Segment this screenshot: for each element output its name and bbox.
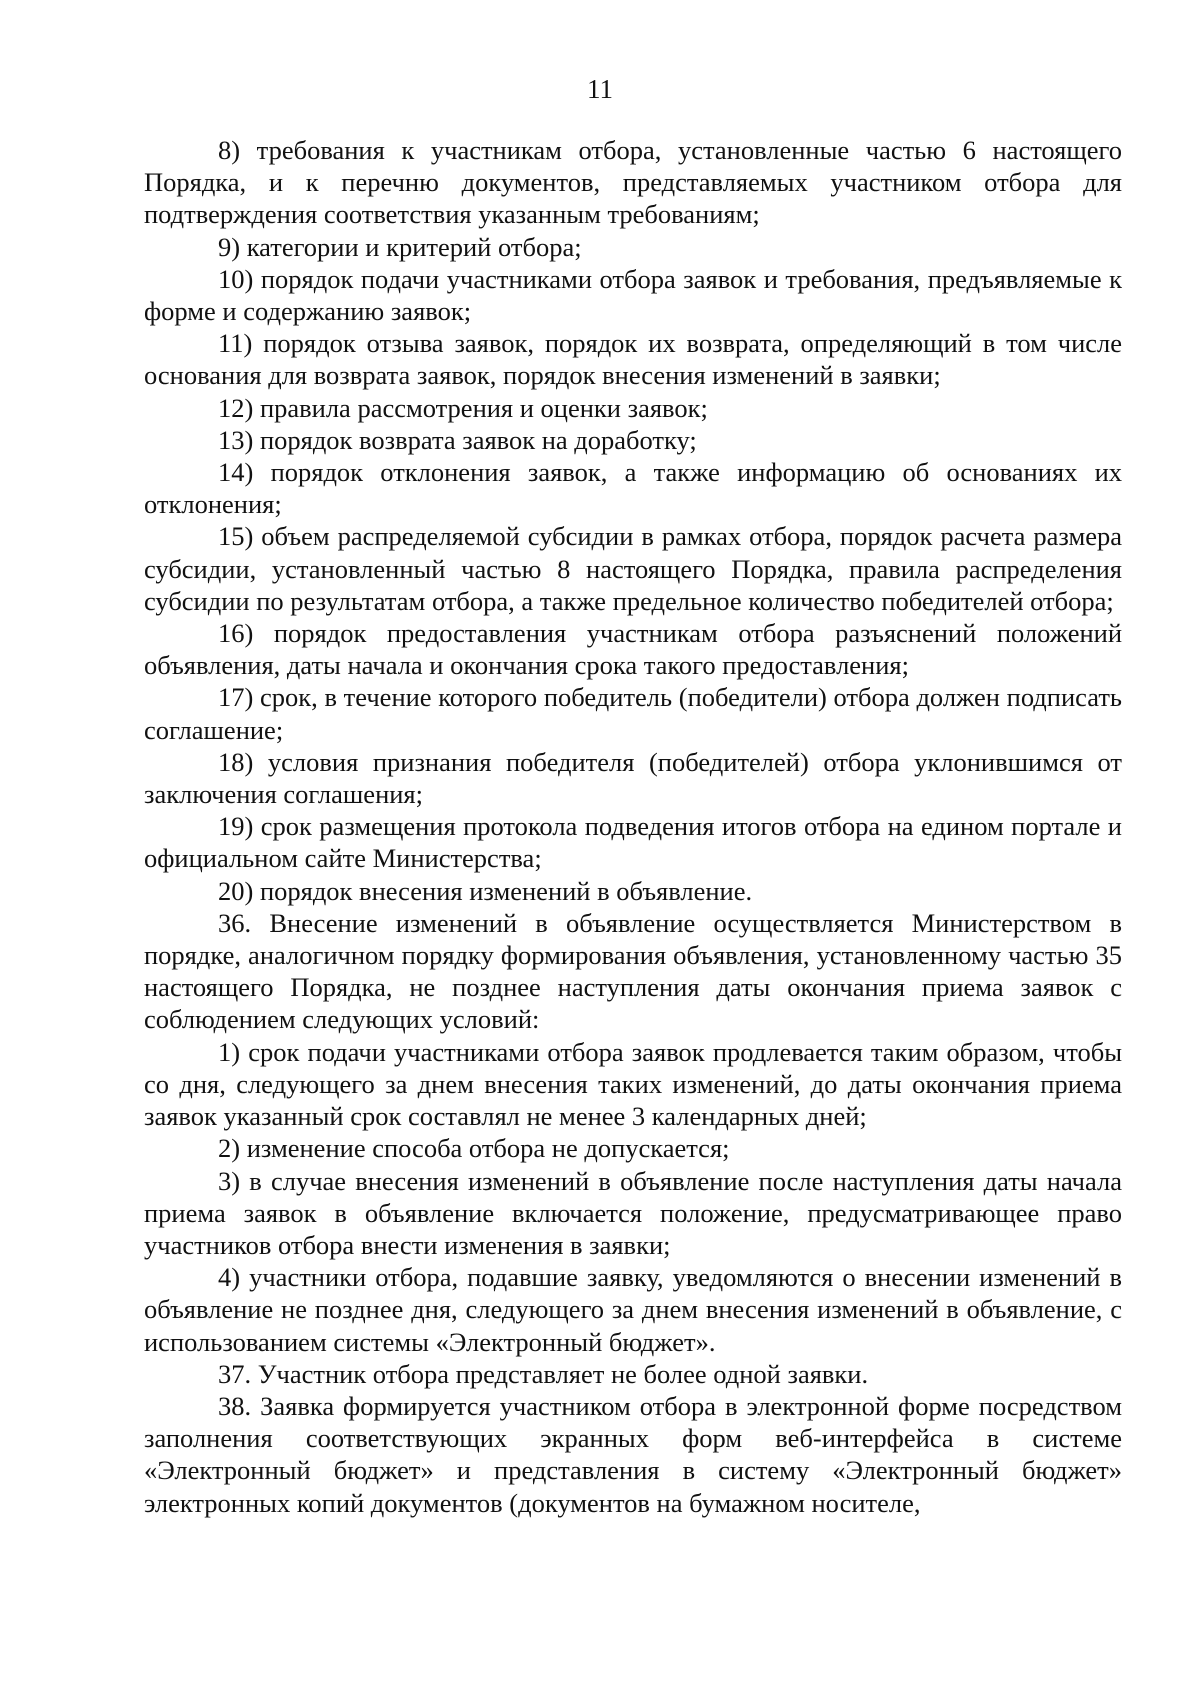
paragraph-section-36: 36. Внесение изменений в объявление осуществляется Министерством в порядке, аналогичном порядку формирования объявления, установленному частью 35 настоящего Порядка, не позднее наступления даты окончания приема заявок с соблюдением следующих условий:	[144, 907, 1122, 1035]
paragraph-item-17: 17) срок, в течение которого победитель (победители) отбора должен подписать соглашение;	[144, 682, 1122, 745]
paragraph-item-14: 14) порядок отклонения заявок, а также информацию об основаниях их отклонения;	[144, 457, 1122, 520]
paragraph-item-10: 10) порядок подачи участниками отбора заявок и требования, предъявляемые к форме и содержанию заявок;	[144, 263, 1122, 327]
paragraph-item-12: 12) правила рассмотрения и оценки заявок;	[218, 392, 708, 423]
document-body	[144, 134, 1122, 1519]
paragraph-item-9: 9) категории и критерий отбора;	[218, 231, 582, 262]
paragraph-condition-1: 1) срок подачи участниками отбора заявок продлевается таким образом, чтобы со дня, следующего за днем внесения таких изменений, до даты окончания приема заявок указанный срок составлял не менее 3 календарных дней;	[144, 1036, 1122, 1132]
paragraph-item-11: 11) порядок отзыва заявок, порядок их возврата, определяющий в том числе основания для возврата заявок, порядок внесения изменений в заявки;	[144, 328, 1122, 391]
paragraph-item-20: 20) порядок внесения изменений в объявление.	[218, 875, 753, 906]
paragraph-item-13: 13) порядок возврата заявок на доработку;	[218, 424, 697, 455]
paragraph-section-37: 37. Участник отбора представляет не более одной заявки.	[218, 1358, 869, 1389]
paragraph-condition-3: 3) в случае внесения изменений в объявление после наступления даты начала приема заявок в объявление включается положение, предусматривающее право участников отбора внести изменения в заявки;	[144, 1165, 1122, 1260]
paragraph-section-38: 38. Заявка формируется участником отбора в электронной форме посредством заполнения соответствующих экранных форм веб-интерфейса в системе «Электронный бюджет» и представления в систему «Электронный бюджет» электронных копий документов (документов на бумажном носителе,	[144, 1390, 1122, 1518]
paragraph-item-16: 16) порядок предоставления участникам отбора разъяснений положений объявления, даты начала и окончания срока такого предоставления;	[144, 618, 1122, 681]
paragraph-condition-4: 4) участники отбора, подавшие заявку, уведомляются о внесении изменений в объявление не позднее дня, следующего за днем внесения изменений в объявление, с использованием системы «Электронный бюджет».	[144, 1262, 1122, 1357]
paragraph-condition-2: 2) изменение способа отбора не допускается;	[218, 1133, 730, 1164]
paragraph-item-8: 8) требования к участникам отбора, установленные частью 6 настоящего Порядка, и к перечню документов, представляемых участником отбора для подтверждения соответствия указанным требованиям;	[144, 135, 1122, 230]
paragraph-item-18: 18) условия признания победителя (победителей) отбора уклонившимся от заключения соглашения;	[144, 746, 1122, 810]
page-number: 11	[587, 74, 613, 104]
paragraph-item-19: 19) срок размещения протокола подведения итогов отбора на едином портале и официальном сайте Министерства;	[144, 811, 1122, 874]
paragraph-item-15: 15) объем распределяемой субсидии в рамках отбора, порядок расчета размера субсидии, установленный частью 8 настоящего Порядка, правила распределения субсидии по результатам отбора, а также предельное количество победителей отбора;	[144, 521, 1122, 616]
